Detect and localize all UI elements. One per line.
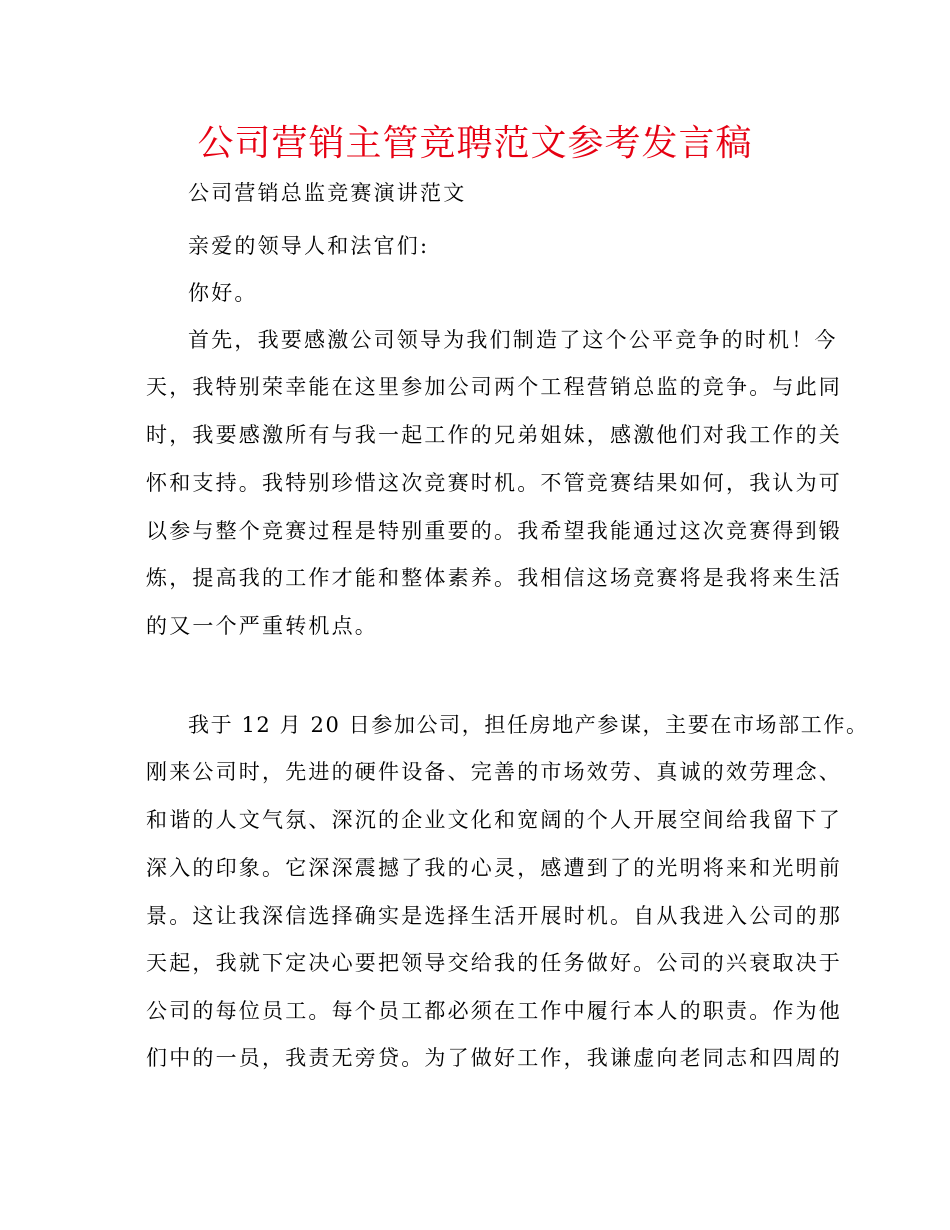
document-title: 公司营销主管竞聘范文参考发言稿 xyxy=(197,123,753,164)
paragraph-2-line: 天起，我就下定决心要把领导交给我的任务做好。公司的兴衰取决于 xyxy=(146,951,842,975)
paragraph-2-line: 和谐的人文气氛、深沉的企业文化和宽阔的个人开展空间给我留下了 xyxy=(146,808,842,832)
greeting: 你好。 xyxy=(188,281,258,305)
paragraph-1-line: 首先，我要感激公司领导为我们制造了这个公平竞争的时机！今 xyxy=(188,328,838,352)
salutation: 亲爱的领导人和法官们: xyxy=(188,234,430,258)
paragraph-2-line: 我于 12 月 20 日参加公司，担任房地产参谋，主要在市场部工作。 xyxy=(188,713,869,737)
paragraph-2-line: 刚来公司时，先进的硬件设备、完善的市场效劳、真诚的效劳理念、 xyxy=(146,760,842,784)
document-subtitle: 公司营销总监竞赛演讲范文 xyxy=(188,181,467,205)
paragraph-1-line: 天，我特别荣幸能在这里参加公司两个工程营销总监的竞争。与此同 xyxy=(146,375,842,399)
paragraph-1-line: 怀和支持。我特别珍惜这次竞赛时机。不管竞赛结果如何，我认为可 xyxy=(146,471,842,495)
paragraph-2-line: 深入的印象。它深深震撼了我的心灵，感遭到了的光明将来和光明前 xyxy=(146,856,842,880)
paragraph-1-line: 时，我要感激所有与我一起工作的兄弟姐妹，感激他们对我工作的关 xyxy=(146,423,842,447)
paragraph-2-line: 们中的一员，我责无旁贷。为了做好工作，我谦虚向老同志和四周的 xyxy=(146,1046,842,1070)
paragraph-1-line: 炼，提高我的工作才能和整体素养。我相信这场竞赛将是我将来生活 xyxy=(146,566,842,590)
paragraph-1-line: 以参与整个竞赛过程是特别重要的。我希望我能通过这次竞赛得到锻 xyxy=(146,519,842,543)
paragraph-2-line: 景。这让我深信选择确实是选择生活开展时机。自从我进入公司的那 xyxy=(146,904,842,928)
paragraph-2-line: 公司的每位员工。每个员工都必须在工作中履行本人的职责。作为他 xyxy=(146,999,842,1023)
paragraph-1-line: 的又一个严重转机点。 xyxy=(146,614,378,638)
